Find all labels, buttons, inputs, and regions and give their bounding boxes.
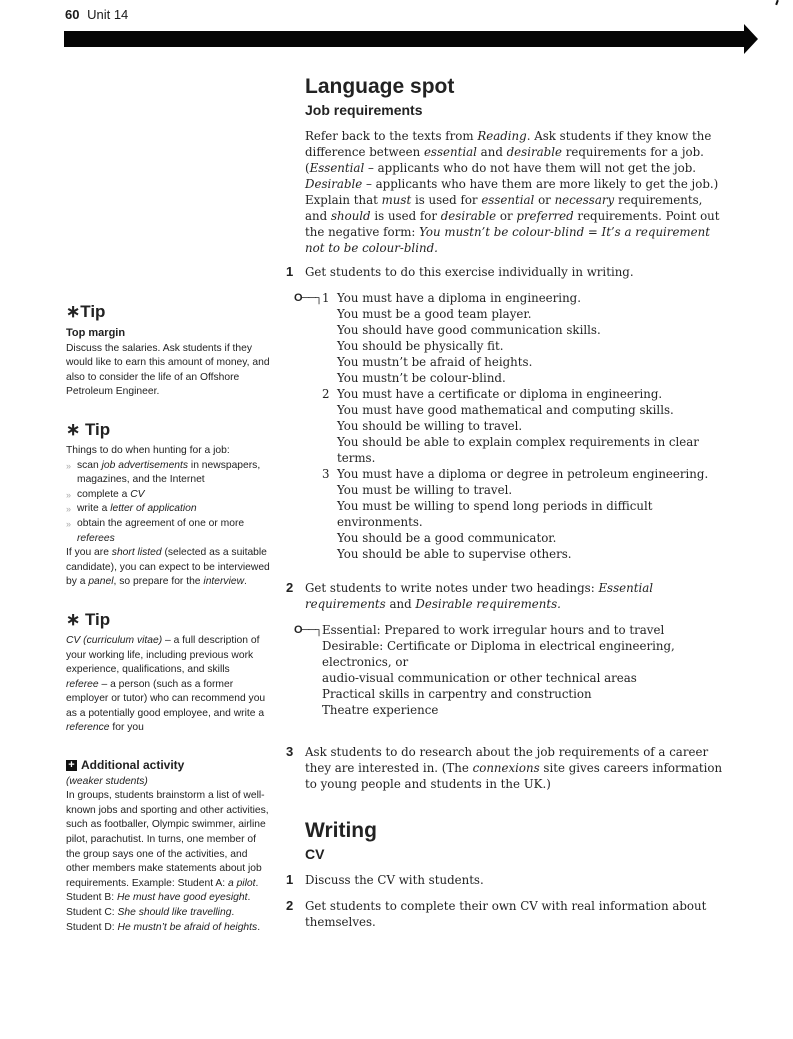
intro-italic: desirable: [506, 145, 562, 159]
answer-group: [322, 386, 726, 466]
answer-line: You must have good mathematical and computing skills.: [337, 403, 674, 417]
intro-text: requirements for a job. (: [305, 145, 704, 175]
example-end: .: [257, 921, 261, 933]
page-header: [65, 7, 128, 22]
outro-italic: panel: [88, 576, 114, 588]
definition-term-reference: reference: [66, 722, 110, 734]
example-c-label: . Student C:: [66, 892, 251, 918]
answer-list: [322, 622, 726, 718]
tip-text: Discuss the salaries. Ask students if they would like to earn this amount of money, and also to consider the life of an Offshore Petroleum Engineer.: [66, 342, 270, 398]
outro-text: If you are: [66, 547, 112, 559]
list-item-italic: referees: [77, 532, 115, 544]
intro-text: is used for: [411, 193, 482, 207]
intro-italic: desirable: [440, 209, 497, 223]
exercise-number: 3: [286, 744, 294, 759]
intro-italic: It’s a requirement not to be colour-blind.: [305, 225, 710, 255]
answer-number: 2: [322, 387, 330, 401]
tip-outro: [66, 546, 271, 590]
header-banner: [64, 31, 750, 47]
outro-text: .: [244, 576, 247, 588]
answer-line: You should have good communication skills.: [337, 323, 601, 337]
example-a: a pilot: [227, 877, 256, 889]
intro-text: and: [476, 145, 507, 159]
list-item: [66, 517, 271, 546]
list-item: [66, 502, 271, 517]
intro-italic: necessary: [554, 193, 615, 207]
answer-line: You must be willing to spend long periods in difficult environments.: [337, 499, 653, 529]
text-part: site gives careers information to young people and students in the UK.): [305, 761, 723, 791]
answer-line: You must be a good team player.: [337, 307, 532, 321]
answer-line: Desirable: Certificate or Diploma in electrical engineering, electronics, or: [322, 639, 675, 669]
answer-group: [322, 290, 726, 386]
list-item-text: obtain the agreement of one or more: [77, 517, 245, 529]
answer-lines: [337, 466, 726, 562]
key-icon: O──┐: [294, 624, 322, 636]
exercise-2: [286, 580, 726, 612]
exercise-number: 1: [286, 872, 294, 887]
exercise-3: [286, 744, 726, 792]
exercise-text: [305, 744, 726, 792]
list-item: [66, 459, 271, 488]
tip-subtitle: Top margin: [66, 327, 126, 339]
intro-italic: should: [330, 209, 371, 223]
definition-term: referee: [66, 678, 99, 690]
exercise-text: Discuss the CV with students.: [305, 873, 484, 887]
example-d: He mustn’t be afraid of heights: [117, 921, 258, 933]
answer-lines: [337, 386, 726, 466]
intro-text: – applicants who do not have them will not get the job.: [364, 161, 697, 175]
tip-definitions: [66, 610, 271, 736]
answer-key-2: [294, 622, 726, 718]
unit-label: Unit 14: [87, 7, 129, 22]
list-item-text: complete a: [77, 488, 131, 500]
subtitle-text: (weaker students): [66, 775, 148, 787]
intro-italic: Essential: [309, 161, 365, 175]
answer-lines: [337, 290, 601, 386]
section-subtitle-cv: CV: [305, 846, 325, 862]
text-italic: Desirable requirements.: [415, 597, 561, 611]
tip-title: ∗ Tip: [66, 609, 111, 629]
tip-intro: Things to do when hunting for a job:: [66, 444, 230, 456]
intro-text: requirements. Point out the negative form:: [305, 209, 720, 239]
text-italic: connexions: [472, 761, 540, 775]
text-italic: Essential requirements: [305, 581, 654, 611]
text-part: Get students to write notes under two headings:: [305, 581, 599, 595]
answer-line: You should be able to explain complex requirements in clear terms.: [337, 435, 699, 465]
key-icon: O──┐: [294, 292, 322, 304]
answer-number: 1: [322, 291, 330, 305]
tip-job-hunting: [66, 420, 271, 590]
answer-line: You must be willing to travel.: [337, 483, 513, 497]
answer-line: You should be willing to travel.: [337, 419, 523, 433]
outro-italic: interview: [203, 576, 245, 588]
corner-mark: [775, 0, 779, 5]
intro-italic: essential: [423, 145, 477, 159]
list-item-italic: CV: [130, 488, 145, 500]
answer-list: [322, 290, 726, 562]
answer-line: You should be physically fit.: [337, 339, 504, 353]
answer-line: You must have a diploma or degree in petroleum engineering.: [337, 467, 709, 481]
additional-activity-label: Additional activity: [81, 758, 185, 773]
answer-line: Practical skills in carpentry and construction: [322, 687, 592, 701]
answer-line: audio-visual communication or other technical areas: [322, 671, 637, 685]
list-item-italic: job advertisements: [101, 459, 189, 471]
answer-line: Theatre experience: [322, 703, 439, 717]
banner-arrow-icon: [744, 24, 758, 54]
example-b: He must have good eyesight: [116, 892, 248, 904]
writing-exercise-2: [286, 898, 726, 930]
exercise-text: [305, 580, 726, 612]
answer-line: You should be able to supervise others.: [337, 547, 572, 561]
list-item: [66, 488, 271, 503]
list-item-text: in newspapers, magazines, and the Internet: [77, 459, 261, 486]
answer-line: You must have a certificate or diploma in engineering.: [337, 387, 663, 401]
additional-activity-title: [66, 758, 271, 773]
list-item-text: scan: [77, 459, 102, 471]
intro-text: Refer back to the texts from: [305, 129, 478, 143]
intro-text: is used for: [370, 209, 441, 223]
definition-term: CV (curriculum vitae): [66, 634, 163, 646]
answer-line: You must have a diploma in engineering.: [337, 291, 581, 305]
intro-italic: preferred: [516, 209, 574, 223]
tip-top-margin: [66, 302, 271, 400]
plus-icon: +: [66, 760, 77, 771]
tip-title: ∗Tip: [66, 302, 106, 321]
list-item-text: write a: [77, 503, 111, 515]
additional-activity: [66, 758, 271, 935]
text-part: and: [385, 597, 416, 611]
exercise-text: Get students to complete their own CV with real information about themselves.: [305, 899, 707, 929]
intro-italic: essential: [481, 193, 535, 207]
main-content: [286, 74, 726, 940]
intro-italic: must: [381, 193, 412, 207]
section-title-writing: Writing: [305, 819, 377, 842]
sidebar: [66, 302, 271, 951]
definition-cv: [66, 634, 271, 678]
definition-referee: [66, 678, 271, 736]
exercise-text: Get students to do this exercise individually in writing.: [305, 265, 634, 279]
exercise-number: 2: [286, 580, 294, 595]
definition-text: – a person (such as a former employer or tutor) who can recommend you as a potentially good employee, and write a: [66, 678, 266, 719]
intro-text: or: [496, 209, 517, 223]
outro-italic: short listed: [111, 547, 162, 559]
language-spot-intro: [305, 128, 726, 256]
tip-title: ∗ Tip: [66, 419, 111, 439]
intro-italic: Reading: [477, 129, 527, 143]
intro-text: – applicants who have them are more likely to get the job.) Explain that: [305, 177, 719, 207]
intro-text: or: [534, 193, 555, 207]
answer-line: You mustn’t be colour-blind.: [337, 371, 506, 385]
example-b-label: . Student B:: [66, 877, 259, 904]
exercise-1: [286, 264, 726, 280]
intro-text: . Ask students if they know the difference between: [305, 129, 712, 159]
tip-list: [66, 459, 271, 547]
exercise-number: 1: [286, 264, 294, 279]
answer-line: You should be a good communicator.: [337, 531, 557, 545]
section-subtitle-job-requirements: Job requirements: [305, 102, 423, 118]
section-title-language-spot: Language spot: [305, 75, 455, 98]
intro-italic: You mustn’t be colour-blind: [419, 225, 585, 239]
activity-text: In groups, students brainstorm a list of well-known jobs and sporting and other activities, such as footballer, Olympic swimmer, airline pilot, parachutist. In turns, one member of the group says one of the activities, and other members make statements about job requirements. Example: Student A:: [66, 790, 269, 889]
list-item-italic: letter of application: [110, 503, 197, 515]
definition-text-end: for you: [109, 722, 144, 734]
page-number: 60: [65, 7, 80, 22]
answer-key-1: [294, 290, 726, 562]
answer-number: 3: [322, 467, 330, 481]
intro-text: =: [584, 225, 602, 239]
example-c: She should like travelling: [117, 907, 232, 918]
answer-group: [322, 466, 726, 562]
intro-text: requirements, and: [305, 193, 703, 223]
answer-line: You mustn’t be afraid of heights.: [337, 355, 533, 369]
text-part: Ask students to do research about the job requirements of a career they are interested in. (The: [305, 745, 709, 775]
outro-text: (selected as a suitable candidate), you can expect to be interviewed by a: [66, 547, 270, 588]
intro-italic: Desirable: [305, 177, 363, 191]
definition-text: – a full description of your working life, including previous work experience, qualifications, and skills: [66, 634, 260, 676]
answer-line: Essential: Prepared to work irregular hours and to travel: [322, 623, 665, 637]
outro-text: , so prepare for the: [113, 576, 204, 588]
example-d-label: . Student D:: [66, 907, 235, 933]
writing-exercise-1: [286, 872, 726, 888]
additional-activity-subtitle: [66, 775, 271, 790]
additional-activity-text: [66, 789, 271, 935]
exercise-number: 2: [286, 898, 294, 913]
